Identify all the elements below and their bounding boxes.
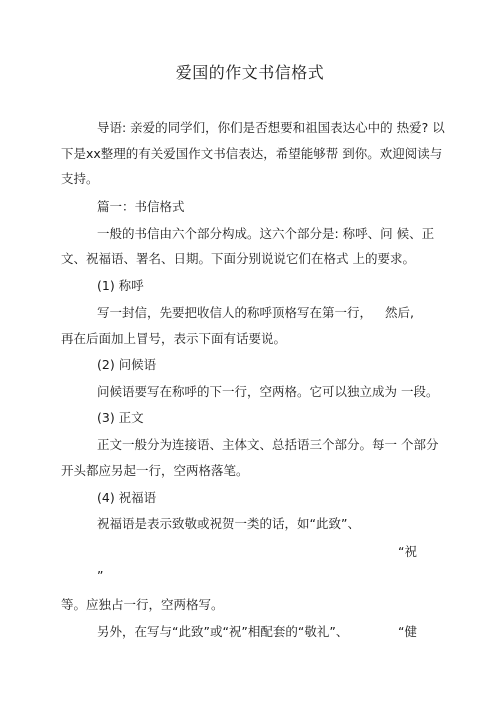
overview-line-1: 一般的书信由六个部分构成。这六个部分是: 称呼、问 候、正: [97, 226, 435, 241]
blessing-heading: (4) 祝福语: [97, 490, 157, 505]
body-line-2: 开头都应另起一行，空两格落笔。: [61, 463, 249, 478]
blessing-line-2-right: “祝: [398, 544, 417, 559]
greeting-heading: (2) 问候语: [97, 357, 157, 372]
body-line-1: 正文一般分为连接语、主体文、总括语三个部分。每一 个部分: [97, 437, 439, 452]
salutation-heading: (1) 称呼: [97, 278, 144, 293]
salutation-line-2: 再在后面加上冒号，表示下面有话要说。: [61, 331, 287, 346]
intro-line-1: 导语: 亲爱的同学们，你们是否想要和祖国表达心中的 热爱? 以: [97, 120, 445, 135]
blessing-line-5-tail: “健: [398, 624, 417, 639]
intro-line-2: 下是xx整理的有关爱国作文书信表达，希望能够帮 到你。欢迎阅读与: [61, 146, 443, 161]
blessing-line-3: ”: [97, 568, 104, 583]
body-heading: (3) 正文: [97, 410, 144, 425]
document-title: 爱国的作文书信格式: [175, 63, 325, 82]
intro-line-3: 支持。: [61, 171, 99, 186]
overview-line-2: 文、祝福语、署名、日期。下面分别说说它们在格式 上的要求。: [61, 251, 415, 266]
greeting-line-1: 问候语要写在称呼的下一行，空两格。它可以独立成为 一段。: [97, 384, 439, 399]
blessing-line-4: 等。应独占一行，空两格写。: [61, 597, 224, 612]
blessing-line-1: 祝福语是表示致敬或祝贺一类的话，如“此致”、: [97, 516, 360, 531]
salutation-line-1: 写一封信，先要把收信人的称呼顶格写在第一行，: [97, 305, 373, 320]
blessing-line-5: 另外，在写与“此致”或“祝”相配套的“敬礼”、: [97, 624, 349, 639]
section-heading: 篇一：书信格式: [97, 199, 185, 214]
salutation-line-1-tail: 然后,: [385, 305, 414, 320]
